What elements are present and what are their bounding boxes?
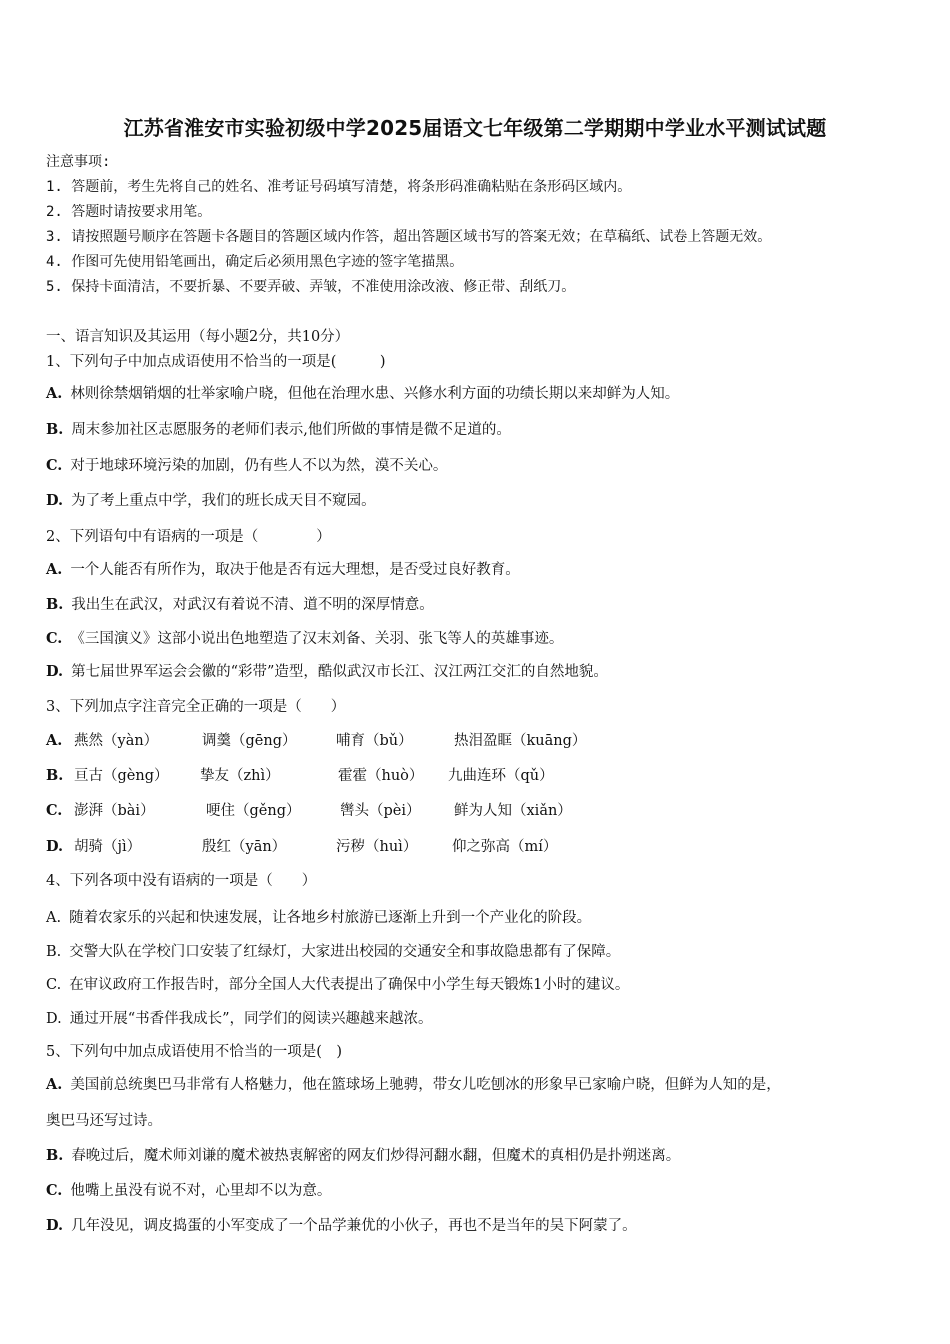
option-label: A. bbox=[46, 1076, 63, 1093]
option-row bbox=[46, 662, 608, 682]
option-label: B. bbox=[46, 596, 64, 613]
notice-item: 2. 答题时请按要求用笔。 bbox=[46, 204, 212, 220]
pinyin-item: 九曲连环（qǔ） bbox=[448, 768, 554, 784]
pinyin-item: 仰之弥高（mí） bbox=[452, 839, 558, 855]
option-row bbox=[46, 908, 591, 928]
pinyin-item: 哽住（gěng） bbox=[206, 803, 301, 819]
option-label: C. bbox=[46, 457, 63, 474]
notice-item: 3. 请按照题号顺序在答题卡各题目的答题区域内作答，超出答题区域书写的答案无效；在草稿纸、试卷上答题无效。 bbox=[46, 229, 772, 245]
option-text-continued: 奥巴马还写过诗。 bbox=[46, 1113, 162, 1129]
option-row bbox=[46, 629, 563, 649]
question-3-stem: 3、下列加点字注音完全正确的一项是（ ） bbox=[46, 699, 346, 715]
notice-heading: 注意事项: bbox=[46, 154, 111, 170]
option-row bbox=[46, 1146, 680, 1166]
pinyin-item: 霍霍（huò） bbox=[338, 768, 424, 784]
option-row bbox=[46, 456, 447, 476]
option-row bbox=[46, 420, 511, 440]
pinyin-item: 亘古（gèng） bbox=[74, 768, 169, 784]
section-heading: 一、语言知识及其运用（每小题2分，共10分） bbox=[46, 329, 350, 345]
question-5-stem: 5、下列句中加点成语使用不恰当的一项是( ) bbox=[46, 1044, 343, 1060]
pinyin-item: 热泪盈眶（kuāng） bbox=[454, 733, 587, 749]
option-label: A. bbox=[46, 732, 63, 749]
pinyin-item: 哺育（bǔ） bbox=[336, 733, 413, 749]
option-text: 交警大队在学校门口安装了红绿灯，大家进出校园的交通安全和事故隐患都有了保障。 bbox=[69, 944, 621, 960]
option-label: D. bbox=[46, 492, 64, 509]
option-text: 在审议政府工作报告时，部分全国人大代表提出了确保中小学生每天锻炼1小时的建议。 bbox=[69, 977, 630, 993]
option-label: B. bbox=[46, 421, 64, 438]
option-label: C. bbox=[46, 1182, 63, 1199]
question-2-stem: 2、下列语句中有语病的一项是（ ） bbox=[46, 529, 331, 545]
option-text: 周末参加社区志愿服务的老师们表示,他们所做的事情是微不足道的。 bbox=[71, 422, 511, 438]
option-row bbox=[46, 975, 629, 995]
option-row bbox=[46, 595, 434, 615]
option-text: 为了考上重点中学，我们的班长成天目不窥园。 bbox=[71, 493, 376, 509]
option-text: 通过开展“书香伴我成长”，同学们的阅读兴趣越来越浓。 bbox=[69, 1011, 433, 1027]
option-label: A. bbox=[46, 910, 62, 926]
pinyin-item: 殷红（yān） bbox=[202, 839, 287, 855]
page-title: 江苏省淮安市实验初级中学2025届语文七年级第二学期期中学业水平测试试题 bbox=[123, 116, 827, 140]
option-row bbox=[46, 1009, 433, 1029]
question-4-stem: 4、下列各项中没有语病的一项是（ ） bbox=[46, 873, 317, 889]
option-row bbox=[46, 1181, 331, 1201]
option-text: 他嘴上虽没有说不对，心里却不以为意。 bbox=[70, 1183, 332, 1199]
option-label: D. bbox=[46, 838, 64, 855]
option-text: 几年没见，调皮捣蛋的小军变成了一个品学兼优的小伙子，再也不是当年的吴下阿蒙了。 bbox=[71, 1218, 637, 1234]
option-text: 第七届世界军运会会徽的“彩带”造型，酷似武汉市长江、汉江两江交汇的自然地貌。 bbox=[71, 664, 608, 680]
option-text: 美国前总统奥巴马非常有人格魅力，他在篮球场上驰骋，带女儿吃刨冰的形象早已家喻户晓，但鲜为人知的是， bbox=[70, 1077, 781, 1093]
option-row bbox=[46, 1075, 781, 1095]
option-text: 对于地球环境污染的加剧，仍有些人不以为然，漠不关心。 bbox=[70, 458, 448, 474]
option-text: 春晚过后，魔术师刘谦的魔术被热衷解密的网友们炒得河翻水翻，但魔术的真相仍是扑朔迷离。 bbox=[71, 1148, 681, 1164]
option-text: 林则徐禁烟销烟的壮举家喻户晓，但他在治理水患、兴修水利方面的功绩长期以来却鲜为人知。 bbox=[70, 386, 680, 402]
option-row bbox=[46, 1216, 637, 1236]
option-label: B. bbox=[46, 1147, 64, 1164]
notice-item: 5. 保持卡面清洁，不要折暴、不要弄破、弄皱，不准使用涂改液、修正带、刮纸刀。 bbox=[46, 279, 576, 295]
option-label: D. bbox=[46, 1217, 64, 1234]
pinyin-item: 辔头（pèi） bbox=[340, 803, 421, 819]
option-row bbox=[46, 491, 376, 511]
pinyin-item: 调羹（gēng） bbox=[202, 733, 297, 749]
option-text: 我出生在武汉，对武汉有着说不清、道不明的深厚情意。 bbox=[71, 597, 434, 613]
option-label: A. bbox=[46, 561, 63, 578]
question-1-stem: 1、下列句子中加点成语使用不恰当的一项是( ) bbox=[46, 354, 386, 370]
pinyin-item: 污秽（huì） bbox=[336, 839, 418, 855]
option-label: D. bbox=[46, 663, 64, 680]
option-row bbox=[46, 384, 679, 404]
pinyin-item: 胡骑（jì） bbox=[74, 839, 142, 855]
option-text: 随着农家乐的兴起和快速发展，让各地乡村旅游已逐渐上升到一个产业化的阶段。 bbox=[69, 910, 592, 926]
pinyin-item: 澎湃（bài） bbox=[74, 803, 155, 819]
pinyin-item: 鲜为人知（xiǎn） bbox=[454, 803, 572, 819]
option-text: 一个人能否有所作为，取决于他是否有远大理想，是否受过良好教育。 bbox=[70, 562, 520, 578]
option-label: A. bbox=[46, 385, 63, 402]
option-label: D. bbox=[46, 1011, 62, 1027]
pinyin-item: 燕然（yàn） bbox=[74, 733, 159, 749]
option-label: C. bbox=[46, 977, 62, 993]
pinyin-item: 挚友（zhì） bbox=[200, 768, 280, 784]
notice-item: 1. 答题前，考生先将自己的姓名、准考证号码填写清楚，将条形码准确粘贴在条形码区域内。 bbox=[46, 179, 632, 195]
option-text: 《三国演义》这部小说出色地塑造了汉末刘备、关羽、张飞等人的英雄事迹。 bbox=[70, 631, 564, 647]
notice-item: 4. 作图可先使用铅笔画出，确定后必须用黑色字迹的签字笔描黑。 bbox=[46, 254, 464, 270]
option-label: C. bbox=[46, 630, 63, 647]
option-row bbox=[46, 942, 620, 962]
option-row bbox=[46, 560, 520, 580]
option-label: B. bbox=[46, 944, 62, 960]
option-label: B. bbox=[46, 767, 64, 784]
option-label: C. bbox=[46, 802, 63, 819]
